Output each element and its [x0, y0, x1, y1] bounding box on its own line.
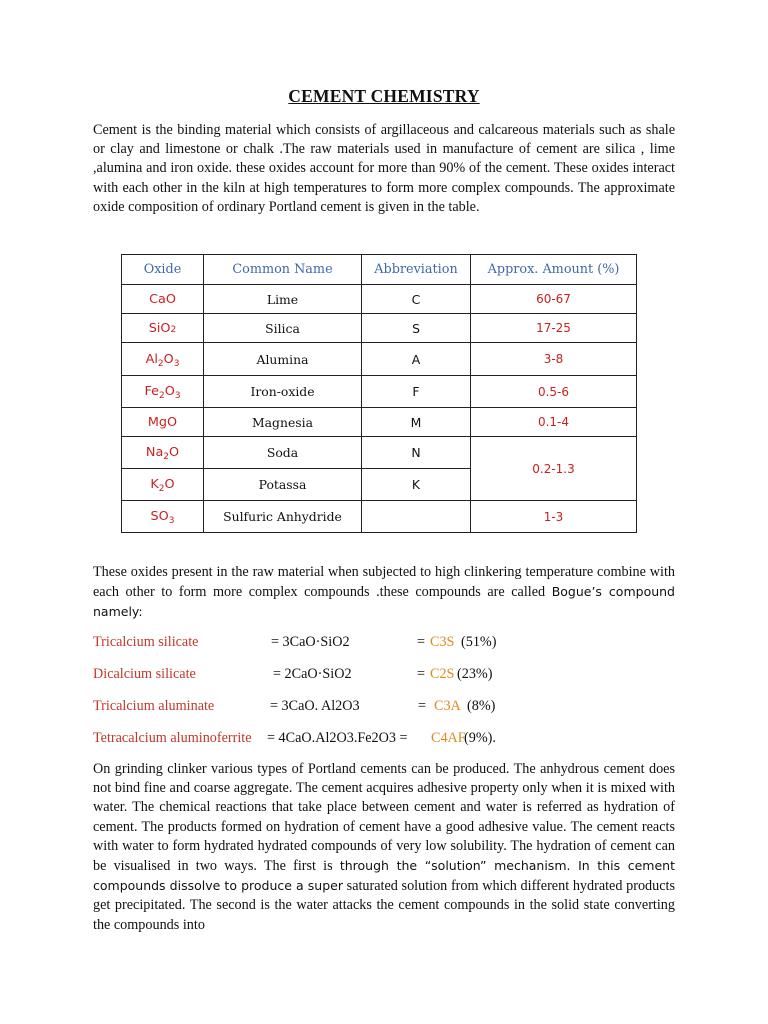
common-name-cell: Lime: [204, 285, 362, 314]
compound-formula: = 4CaO.Al2O3.Fe2O3 =: [267, 730, 408, 746]
abbreviation-cell: M: [362, 408, 471, 437]
abbreviation-cell: [362, 501, 471, 533]
compound-formula: = 2CaO·SiO2: [273, 666, 352, 682]
common-name-cell: Iron-oxide: [204, 376, 362, 408]
hydration-paragraph: On grinding clinker various types of Portland cements can be produced. The anhydrous cement does not bind fine and coarse aggregate. The cement acquires adhesive property only when it is mixed with water. The chemical reactions that take place between cement and water is referred as hydration of cement. The products formed on hydration of cement have a good adhesive value. The cement reacts with water to form hydrated hydrated compounds of very low solubility. The hydration of cement can be visualised in two ways. The first is through the “solution” mechanism. In this cement compounds dissolve to produce a super saturated solution from which different hydrated products get precipitated. The second is the water attacks the cement compounds in the solid state converting the compounds into: [93, 761, 675, 933]
oxide-cell: $K_2O$: [122, 469, 204, 501]
compound-name: Dicalcium silicate: [93, 666, 196, 682]
page-title: CEMENT CHEMISTRY: [288, 86, 480, 106]
table-row: [122, 501, 637, 533]
table-row: [122, 437, 637, 469]
oxide-cell: $SO_3$: [122, 501, 204, 533]
compound-symbol: C4AF: [431, 730, 466, 746]
compound-name: Tricalcium silicate: [93, 634, 199, 650]
oxide-cell: SiO2: [122, 314, 204, 343]
common-name-cell: Silica: [204, 314, 362, 343]
compound-symbol: C3S: [430, 634, 455, 650]
abbreviation-cell: F: [362, 376, 471, 408]
compound-percent: (9%).: [464, 730, 496, 746]
intro-paragraph: Cement is the binding material which consists of argillaceous and calcareous materials such as shale or clay and limestone or chalk .The raw materials used in manufacture of cement are silica , lime ,alumina and iron oxide. these oxides account for more than 90% of the cement. These oxides interact with each other in the kiln at high temperatures to form more complex compounds. The approximate oxide composition of ordinary Portland cement is given in the table.: [93, 122, 675, 215]
abbreviation-cell: A: [362, 343, 471, 376]
amount-cell: 0.5-6: [471, 376, 637, 408]
oxide-cell: $Al_2O_3$: [122, 343, 204, 376]
compound-name: Tricalcium aluminate: [93, 698, 215, 714]
table-row: [122, 376, 637, 408]
common-name-cell: Potassa: [204, 469, 362, 501]
oxide-composition-table: [121, 254, 637, 533]
table-row: [122, 408, 637, 437]
compound-symbol: C3A: [434, 698, 461, 714]
common-name-cell: Soda: [204, 437, 362, 469]
compound-formula: = 3CaO·SiO2: [271, 634, 350, 650]
oxide-cell: $Fe_2O_3$: [122, 376, 204, 408]
oxide-cell: CaO: [122, 285, 204, 314]
common-name-cell: Alumina: [204, 343, 362, 376]
table-row: [122, 314, 637, 343]
oxide-cell: MgO: [122, 408, 204, 437]
bogue-intro-paragraph: These oxides present in the raw material when subjected to high clinkering temperature combine with each other to form more complex compounds .these compounds are called Bogue’s compound namely:: [93, 564, 675, 620]
abbreviation-cell: S: [362, 314, 471, 343]
compound-symbol: C2S: [430, 666, 455, 682]
header-amount: Approx. Amount (%): [471, 255, 637, 285]
header-oxide: Oxide: [122, 255, 204, 285]
header-common-name: Common Name: [204, 255, 362, 285]
compound-percent: (51%): [461, 634, 497, 650]
compound-eq: =: [417, 666, 426, 682]
compound-eq: =: [418, 698, 427, 714]
oxide-cell: $Na_2O$: [122, 437, 204, 469]
table-row: [122, 343, 637, 376]
compound-percent: (23%): [457, 666, 493, 682]
common-name-cell: Sulfuric Anhydride: [204, 501, 362, 533]
amount-cell: 60-67: [471, 285, 637, 314]
amount-cell: 0.1-4: [471, 408, 637, 437]
amount-cell: 1-3: [471, 501, 637, 533]
compound-percent: (8%): [467, 698, 496, 714]
common-name-cell: Magnesia: [204, 408, 362, 437]
compound-formula: = 3CaO. Al2O3: [270, 698, 360, 714]
compound-name: Tetracalcium aluminoferrite: [93, 730, 252, 746]
compound-eq: =: [417, 634, 426, 650]
table-header-row: [122, 255, 637, 285]
amount-cell: 3-8: [471, 343, 637, 376]
header-abbreviation: Abbreviation: [362, 255, 471, 285]
abbreviation-cell: K: [362, 469, 471, 501]
abbreviation-cell: N: [362, 437, 471, 469]
table-row: [122, 285, 637, 314]
amount-cell-merged: 0.2-1.3: [471, 437, 637, 501]
abbreviation-cell: C: [362, 285, 471, 314]
amount-cell: 17-25: [471, 314, 637, 343]
